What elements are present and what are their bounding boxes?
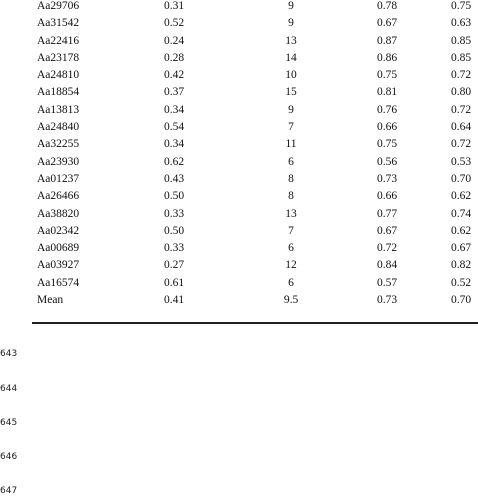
cell-d: 0.63 <box>451 17 472 30</box>
cell-b: 10 <box>285 69 297 82</box>
cell-d: 0.82 <box>451 259 472 272</box>
table-row <box>0 188 474 205</box>
cell-d: 0.80 <box>451 86 472 99</box>
cell-d: 0.74 <box>451 207 472 220</box>
cell-c: 0.76 <box>376 103 398 116</box>
table-row <box>0 136 474 153</box>
table-row <box>0 223 474 240</box>
cell-c: 0.67 <box>376 224 398 237</box>
cell-b: 13 <box>285 34 297 47</box>
cell-b: 14 <box>285 51 297 64</box>
cell-c: 0.72 <box>376 242 398 255</box>
table-row <box>0 275 474 292</box>
cell-b: 9 <box>288 103 294 116</box>
row-id: Aa26466 <box>37 190 80 203</box>
cell-b: 12 <box>285 259 297 272</box>
cell-c: 0.66 <box>376 121 398 134</box>
table-row <box>0 240 474 257</box>
cell-b: 9.5 <box>283 294 299 307</box>
cell-c: 0.81 <box>376 86 398 99</box>
cell-c: 0.77 <box>376 207 398 220</box>
table-row <box>0 102 474 119</box>
table-row <box>0 84 474 101</box>
cell-d: 0.85 <box>451 51 472 64</box>
table-row <box>0 33 474 50</box>
line-number: 646 <box>0 452 18 462</box>
table-row <box>0 206 474 223</box>
row-id: Aa16574 <box>37 276 80 289</box>
cell-d: 0.62 <box>451 190 472 203</box>
cell-a: 0.54 <box>163 121 185 134</box>
cell-c: 0.73 <box>376 172 398 185</box>
cell-a: 0.33 <box>163 242 185 255</box>
cell-a: 0.62 <box>163 155 185 168</box>
cell-d: 0.64 <box>451 121 472 134</box>
cell-c: 0.86 <box>376 51 398 64</box>
table-row <box>0 67 474 84</box>
cell-c: 0.57 <box>376 276 398 289</box>
cell-a: 0.42 <box>163 69 185 82</box>
cell-a: 0.52 <box>163 17 185 30</box>
table-row <box>0 171 474 188</box>
cell-b: 8 <box>288 172 294 185</box>
cell-b: 6 <box>288 242 294 255</box>
cell-a: 0.50 <box>163 190 185 203</box>
table-row-mean <box>0 292 474 309</box>
line-number: 643 <box>0 349 18 359</box>
cell-d: 0.67 <box>451 242 472 255</box>
row-id: Mean <box>37 294 64 307</box>
cell-d: 0.52 <box>451 276 472 289</box>
cell-d: 0.62 <box>451 224 472 237</box>
cell-b: 9 <box>288 17 294 30</box>
cell-b: 11 <box>285 138 297 151</box>
cell-b: 9 <box>288 0 294 12</box>
row-id: Aa02342 <box>37 224 80 237</box>
cell-a: 0.33 <box>163 207 185 220</box>
cell-b: 8 <box>288 190 294 203</box>
line-number: 644 <box>0 384 18 394</box>
cell-b: 7 <box>288 224 294 237</box>
row-id: Aa23930 <box>37 155 80 168</box>
row-id: Aa24810 <box>37 69 80 82</box>
line-number: 645 <box>0 418 18 428</box>
cell-a: 0.37 <box>163 86 185 99</box>
table-row <box>0 50 474 67</box>
row-id: Aa13813 <box>37 103 80 116</box>
cell-d: 0.70 <box>451 172 472 185</box>
cell-d: 0.85 <box>451 34 472 47</box>
cell-c: 0.84 <box>376 259 398 272</box>
cell-c: 0.75 <box>376 69 398 82</box>
row-id: Aa31542 <box>37 17 80 30</box>
row-id: Aa29706 <box>37 0 80 12</box>
cell-a: 0.43 <box>163 172 185 185</box>
table-row <box>0 15 474 32</box>
table-bottom-rule <box>32 322 478 324</box>
row-id: Aa24840 <box>37 121 80 134</box>
row-id: Aa00689 <box>37 242 80 255</box>
line-number: 647 <box>0 486 18 496</box>
cell-b: 7 <box>288 121 294 134</box>
cell-a: 0.31 <box>163 0 185 12</box>
cell-a: 0.61 <box>163 276 185 289</box>
cell-c: 0.78 <box>376 0 398 12</box>
cell-b: 6 <box>288 276 294 289</box>
table-row <box>0 154 474 171</box>
cell-b: 15 <box>285 86 297 99</box>
row-id: Aa01237 <box>37 172 80 185</box>
cell-c: 0.67 <box>376 17 398 30</box>
cell-d: 0.72 <box>451 103 472 116</box>
cell-c: 0.56 <box>376 155 398 168</box>
cell-b: 6 <box>288 155 294 168</box>
row-id: Aa38820 <box>37 207 80 220</box>
cell-c: 0.73 <box>376 294 398 307</box>
table-row <box>0 257 474 274</box>
cell-a: 0.34 <box>163 103 185 116</box>
cell-c: 0.66 <box>376 190 398 203</box>
cell-c: 0.75 <box>376 138 398 151</box>
cell-a: 0.24 <box>163 34 185 47</box>
cell-a: 0.27 <box>163 259 185 272</box>
row-id: Aa03927 <box>37 259 80 272</box>
cell-d: 0.75 <box>451 0 472 12</box>
cell-a: 0.50 <box>163 224 185 237</box>
cell-c: 0.87 <box>376 34 398 47</box>
row-id: Aa22416 <box>37 34 80 47</box>
cell-d: 0.72 <box>451 69 472 82</box>
cell-a: 0.28 <box>163 51 185 64</box>
row-id: Aa32255 <box>37 138 80 151</box>
cell-a: 0.41 <box>163 294 185 307</box>
cell-d: 0.70 <box>451 294 472 307</box>
row-id: Aa23178 <box>37 51 80 64</box>
cell-d: 0.53 <box>451 155 472 168</box>
cell-b: 13 <box>285 207 297 220</box>
cell-a: 0.34 <box>163 138 185 151</box>
table-row <box>0 119 474 136</box>
table-row <box>0 0 474 15</box>
cell-d: 0.72 <box>451 138 472 151</box>
row-id: Aa18854 <box>37 86 80 99</box>
